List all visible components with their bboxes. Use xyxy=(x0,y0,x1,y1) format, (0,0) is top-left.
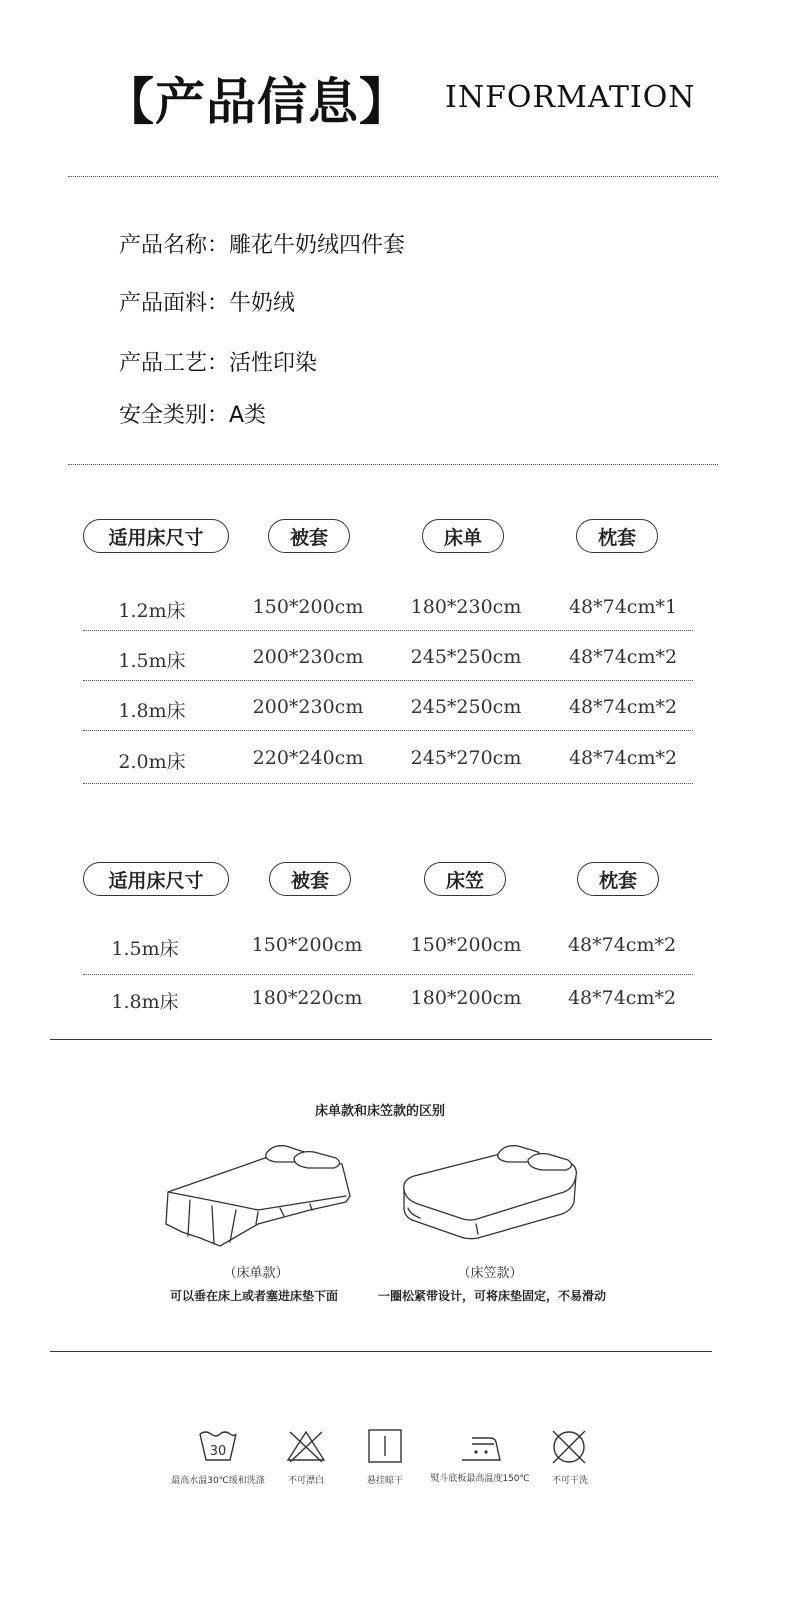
page-title: 【产品信息】 xyxy=(104,73,410,131)
wash-30-icon xyxy=(198,1428,238,1464)
difference-title: 床单款和床笠款的区别 xyxy=(314,1104,445,1119)
divider-solid-1 xyxy=(50,1039,712,1040)
table2-header-fitted: 床笠 xyxy=(424,862,506,896)
no-bleach-icon xyxy=(286,1428,326,1464)
row-divider xyxy=(83,974,693,975)
table-cell: 245*250cm xyxy=(410,646,522,668)
wash-temp-number: 30 xyxy=(209,1444,227,1459)
table-cell: 180*200cm xyxy=(410,987,522,1009)
table-cell: 1.2m床 xyxy=(118,600,186,622)
table2-header-pillow: 枕套 xyxy=(577,862,659,896)
table1-header-sheet: 床单 xyxy=(422,519,504,553)
row-divider xyxy=(83,730,693,731)
table-cell: 48*74cm*1 xyxy=(568,596,678,618)
table-cell: 48*74cm*2 xyxy=(568,747,678,769)
table-cell: 48*74cm*2 xyxy=(567,987,677,1009)
table-cell: 150*200cm xyxy=(251,934,363,956)
table2-header-duvet: 被套 xyxy=(269,862,351,896)
table2-header-size: 适用床尺寸 xyxy=(83,862,229,896)
table-cell: 200*230cm xyxy=(252,646,364,668)
divider-solid-2 xyxy=(50,1351,712,1352)
care-label-hang-dry: 悬挂晾干 xyxy=(366,1476,404,1486)
table-cell: 1.5m床 xyxy=(118,650,186,672)
info-craft: 产品工艺：活性印染 xyxy=(119,351,318,376)
info-fabric: 产品面料：牛奶绒 xyxy=(119,291,296,316)
row-divider xyxy=(83,680,693,681)
sheet-caption: （床单款） xyxy=(223,1266,289,1281)
table-cell: 2.0m床 xyxy=(118,751,186,773)
iron-150-icon xyxy=(460,1432,502,1464)
table1-header-duvet: 被套 xyxy=(268,519,350,553)
sheet-description: 可以垂在床上或者塞进床垫下面 xyxy=(169,1289,339,1303)
fitted-caption: （床笠款） xyxy=(457,1266,523,1281)
care-label-iron: 熨斗底板最高温度150℃ xyxy=(430,1474,530,1484)
fitted-sheet-bed-illustration xyxy=(398,1140,583,1245)
table-cell: 245*270cm xyxy=(410,747,522,769)
row-divider xyxy=(83,783,693,784)
table-cell: 180*230cm xyxy=(410,596,522,618)
care-label-no-dry-clean: 不可干洗 xyxy=(551,1476,589,1486)
divider-info xyxy=(68,464,718,465)
table-cell: 220*240cm xyxy=(252,747,364,769)
table1-header-size: 适用床尺寸 xyxy=(83,519,229,553)
table-cell: 200*230cm xyxy=(252,696,364,718)
table-cell: 48*74cm*2 xyxy=(567,934,677,956)
info-safety: 安全类别：A类 xyxy=(119,403,267,428)
fitted-description: 一圈松紧带设计，可将床垫固定，不易滑动 xyxy=(377,1289,607,1303)
page-subtitle-en: INFORMATION xyxy=(445,80,696,115)
info-name: 产品名称：雕花牛奶绒四件套 xyxy=(119,233,406,258)
table-cell: 245*250cm xyxy=(410,696,522,718)
care-label-no-bleach: 不可漂白 xyxy=(287,1476,325,1486)
table-cell: 48*74cm*2 xyxy=(568,646,678,668)
table-cell: 150*200cm xyxy=(252,596,364,618)
table-cell: 1.8m床 xyxy=(118,700,186,722)
care-label-wash: 最高水温30℃缓和洗涤 xyxy=(171,1476,265,1486)
divider-top xyxy=(68,176,718,177)
hang-dry-icon xyxy=(367,1428,403,1464)
table-cell: 1.8m床 xyxy=(111,991,179,1013)
table-cell: 1.5m床 xyxy=(111,938,179,960)
flat-sheet-bed-illustration xyxy=(160,1140,355,1255)
no-dry-clean-icon xyxy=(550,1428,588,1466)
table-cell: 48*74cm*2 xyxy=(568,696,678,718)
row-divider xyxy=(83,630,693,631)
table-cell: 180*220cm xyxy=(251,987,363,1009)
table1-header-pillow: 枕套 xyxy=(576,519,658,553)
table-cell: 150*200cm xyxy=(410,934,522,956)
